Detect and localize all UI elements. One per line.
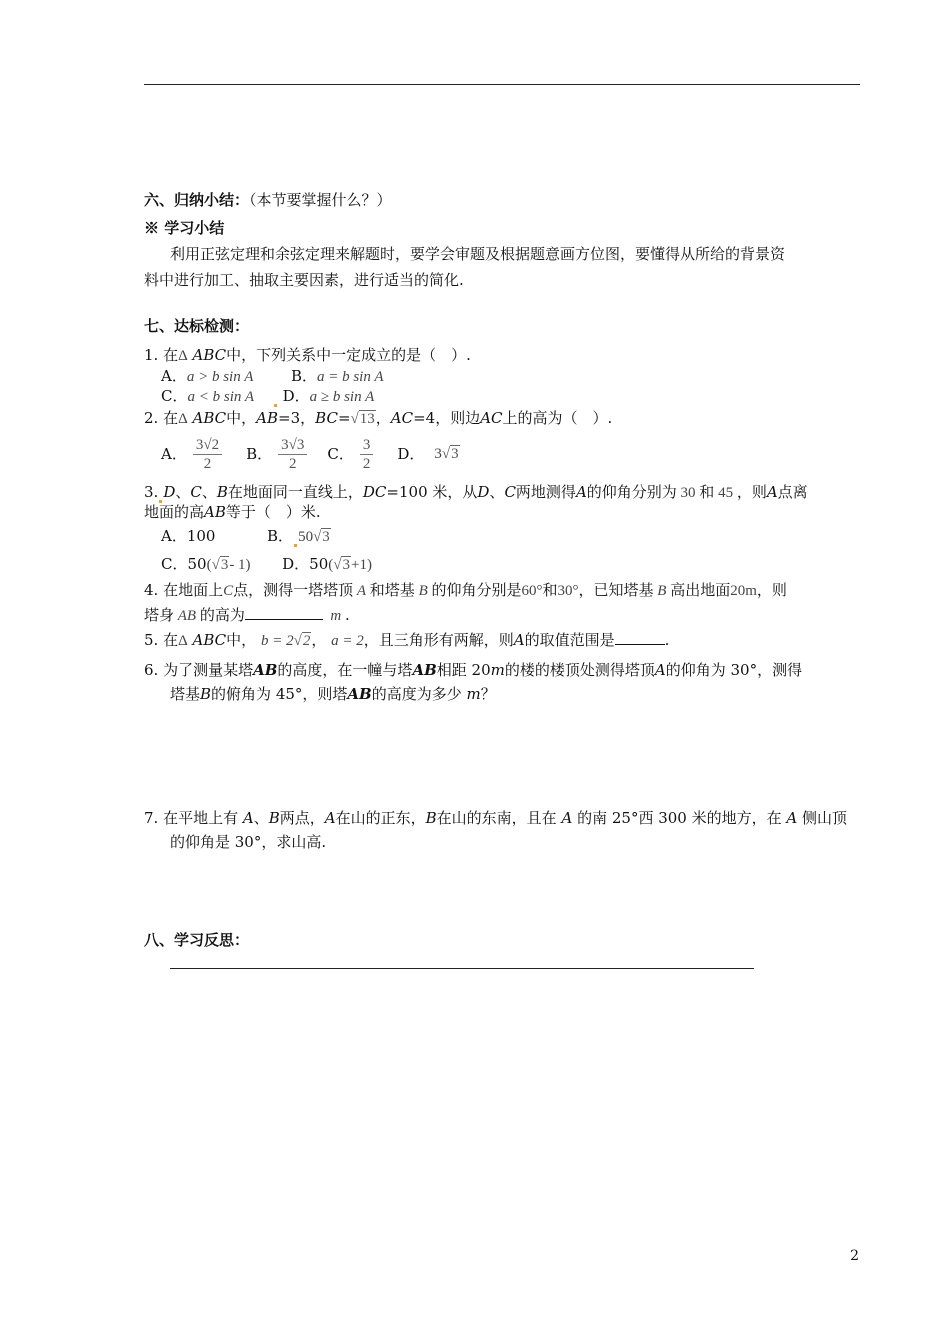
section7-heading: 七、达标检测： — [144, 317, 250, 335]
question-3-options-ab — [161, 526, 331, 547]
question-4-line2: 塔身 AB 的高为 m . — [144, 603, 350, 626]
question-3-options-cd — [161, 554, 372, 575]
q2-option-b-label: B． — [246, 445, 273, 463]
question-6-line2: 塔基B的俯角为 45°，则塔AB的高度为多少 m？ — [170, 685, 496, 703]
q2-option-b-fraction: $\frac{3√3}{2}$ — [278, 436, 307, 473]
q1-option-c: a < b sin A — [187, 389, 255, 405]
q3-option-b: 50√3 — [298, 529, 330, 545]
section6-heading: 六、归纳小结： — [144, 191, 250, 209]
q2-option-d-label: D． — [397, 445, 425, 463]
q2-option-c-fraction: $\frac{3}{2}$ — [360, 436, 374, 473]
question-7-line2: 的仰角是 30°，求山高. — [170, 833, 327, 851]
q3-option-a: A．100 — [161, 527, 216, 545]
question-4-line1: 4. 在地面上C点，测得一塔塔顶 A 和塔基 B 的仰角分别是60°和30°，已知塔基 B 高出地面20m，则 — [144, 581, 787, 599]
section6-paragraph-line1: 利用正弦定理和余弦定理来解题时，要学会审题及根据题意画方位图，要懂得从所给的背景资 — [170, 245, 786, 263]
q2-option-a-fraction: $\frac{3√2}{2}$ — [193, 436, 222, 473]
q1-option-a: a > b sin A — [186, 369, 254, 385]
question-7-line1: 7. 在平地上有 A、B两点，A在山的正东，B在山的东南，且在 A 的南 25°西 300 米的地方，在 A 侧山顶 — [144, 809, 848, 827]
q3-option-c-label: C．50 — [161, 555, 207, 573]
reflection-answer-line[interactable] — [170, 968, 754, 969]
section6-paragraph-line2: 料中进行加工、抽取主要因素，进行适当的简化. — [144, 271, 464, 289]
question-2-stem: 2. 在Δ ABC中，AB=3，BC=√13，AC=4，则边AC上的高为（ ）. — [144, 409, 613, 427]
q1-option-d-label: D． — [282, 387, 310, 405]
question-3-line1: 3. D、C、B在地面同一直线上，DC=100 米，从D、C两地测得A的仰角分别为 30 和 45 ，则A点离 — [144, 483, 808, 501]
q3-option-b-label: B． — [267, 527, 294, 545]
q3-option-d-label: D．50 — [282, 555, 329, 573]
q1-option-c-label: C． — [161, 387, 188, 405]
q2-option-d: 3√3 — [434, 446, 459, 462]
question-2-options — [161, 432, 460, 476]
question-6-line1: 6. 为了测量某塔AB的高度，在一幢与塔AB相距 20m的楼的楼顶处测得塔顶A的仰角为 30°，测得 — [144, 661, 803, 679]
marker-dot — [274, 404, 277, 407]
q1-option-a-label: A． — [161, 367, 187, 385]
q3-option-c: (√3- 1) — [206, 557, 251, 573]
section6-sub: ※ 学习小结 — [144, 219, 225, 237]
section6-heading-line — [144, 190, 392, 210]
question-5: 5. 在Δ ABC中， b = 2√2， a = 2，且三角形有两解，则A的取值范围是 . — [144, 628, 669, 651]
q3-option-d: (√3+1) — [328, 557, 372, 573]
q1-option-d: a ≥ b sin A — [309, 389, 375, 405]
question-3-line2: 地面的高AB等于（ ）米. — [144, 503, 321, 521]
header-rule — [144, 84, 860, 85]
q1-option-b-label: B． — [290, 367, 317, 385]
q1-option-b: a = b sin A — [316, 369, 384, 385]
page-number: 2 — [850, 1248, 859, 1264]
q5-answer-blank[interactable] — [615, 628, 665, 645]
section6-note: （本节要掌握什么？） — [249, 191, 392, 209]
question-1-options-ab — [161, 366, 384, 387]
q4-answer-blank[interactable] — [245, 603, 323, 620]
q2-option-c-label: C． — [327, 445, 354, 463]
section8-heading: 八、学习反思： — [144, 931, 250, 949]
question-1-stem: 1. 在Δ ABC中，下列关系中一定成立的是（ ）. — [144, 346, 471, 364]
question-1-options-cd — [161, 386, 374, 407]
q2-option-a-label: A． — [161, 445, 187, 463]
